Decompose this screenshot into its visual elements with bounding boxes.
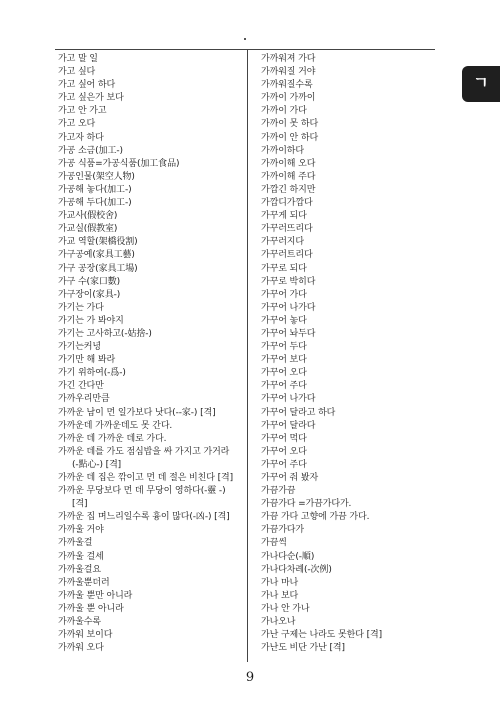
entry-line: 가기는 고사하고(-姑捨-)	[58, 328, 152, 339]
entry-line: 가까워 보이다	[58, 630, 113, 641]
entry-line: 가기만 해 봐라	[58, 355, 116, 366]
entry-line: 가까울 뿐 아니라	[58, 603, 124, 614]
entry-line: 가까우리만큼	[58, 394, 110, 405]
entry-line: 가끔가끔	[261, 486, 296, 497]
entry-line: 가공 소금(加工-)	[58, 145, 123, 156]
entry-line: 가꾸어 주다	[261, 381, 307, 392]
entry-line: 가나 마나	[261, 577, 299, 588]
entry-line: 가까워질 거야	[261, 67, 316, 78]
entry-line: 가고 싶다	[58, 67, 96, 78]
entry-line: 가꾸러지다	[261, 237, 304, 248]
entry-line: 가꾸어 줘 봤자	[261, 473, 319, 483]
entry-line: 가꾸어 달라다	[261, 420, 316, 431]
entry-line: 가고자 하다	[58, 132, 104, 143]
section-tab[interactable]	[462, 66, 500, 102]
entry-line: [격]	[72, 499, 88, 510]
entry-line: 가까이 못 하다	[261, 119, 319, 130]
entry-line: 가까워질수록	[261, 80, 313, 91]
entry-line: 가까워져 가다	[261, 54, 316, 64]
entry-line: 가꾸어 오다	[261, 368, 307, 379]
entry-line: 가공해 두다(加工-)	[58, 198, 132, 209]
entry-line: 가구 수(家口數)	[58, 276, 121, 287]
entry-line: 가꾸로 되다	[261, 263, 307, 274]
entry-line: 가꾸어 오다	[261, 446, 307, 457]
entry-line: 가까이 가다	[261, 106, 307, 117]
entry-line: 가깝디가깝다	[261, 198, 313, 209]
entry-line: 가고 싶어 하다	[58, 80, 116, 91]
section-tab-label: ㄱ	[473, 73, 489, 92]
header-rule	[55, 49, 435, 50]
entry-line: 가꾸어 두다	[261, 342, 307, 353]
left-column	[58, 53, 246, 655]
top-dot-mark	[244, 38, 246, 40]
entry-line: 가구 공장(家具工場)	[58, 263, 138, 274]
entry-line: 가꾸어 먹다	[261, 433, 307, 444]
page-number: 9	[245, 670, 255, 685]
entry-line: 가꾸어 보다	[261, 355, 307, 366]
entry-line: 가나오나	[261, 617, 296, 628]
entry-line: 가깝긴 하지만	[261, 184, 316, 195]
entry-line: 가까이해 주다	[261, 171, 316, 182]
entry-line: 가끔씩	[261, 538, 287, 549]
entry-line: 가꾸로 박히다	[261, 276, 316, 287]
entry-line: 가공인물(架空人物)	[58, 171, 135, 182]
entry-line: 가나 안 가나	[261, 603, 310, 614]
entry-line: 가까운데 가까운데도 못 간다.	[58, 420, 173, 431]
entry-line: 가까운 집 며느리일수록 흉이 많다(-凶-) [격]	[58, 512, 230, 523]
entry-line: 가꾸어 달라고 하다	[261, 407, 336, 418]
entry-line: 가까울걸요	[58, 564, 101, 575]
entry-line: 가고 안 가고	[58, 106, 107, 117]
entry-line: 가까울 걸세	[58, 551, 104, 562]
entry-line: 가까울수록	[58, 617, 101, 628]
entry-line: 가기는커녕	[58, 342, 101, 353]
entry-line: 가꾸게 되다	[261, 211, 307, 222]
entry-line: 가꾸어 나가다	[261, 394, 316, 405]
entry-line: 가구장이(家具-)	[58, 289, 121, 300]
entry-line: 가꾸어 놔두다	[261, 328, 316, 339]
entry-line: 가기 위하여(-爲-)	[58, 368, 126, 379]
entry-line: 가까운 데를 가도 점심밥을 싸 가지고 가거라	[58, 446, 230, 457]
entry-line: 가까이해 오다	[261, 158, 316, 169]
right-column	[261, 53, 449, 655]
entry-line: 가공 식품=가공식품(加工食品)	[58, 158, 180, 169]
entry-line: 가교 역할(架橋役割)	[58, 237, 138, 248]
entry-line: 가난 구제는 나라도 못한다 [격]	[261, 630, 382, 641]
column-divider	[247, 49, 248, 662]
entry-line: 가나다순(-順)	[261, 551, 315, 562]
entry-line: 가기는 가다	[58, 302, 104, 313]
entry-line: 가기는 가 봐야지	[58, 315, 124, 326]
entry-line: 가까운 데 집은 깎이고 먼 데 절은 비친다 [격]	[58, 473, 234, 483]
entry-line: 가고 싶은가 보다	[58, 93, 124, 104]
entry-line: 가꾸어 주다	[261, 459, 307, 470]
entry-line: 가까운 무당보다 먼 데 무당이 영하다(-靈 -)	[58, 486, 226, 497]
entry-line: 가꾸러트리다	[261, 250, 313, 261]
entry-line: 가까이하다	[261, 145, 304, 156]
entry-line: 가끔가다 =가끔가다가.	[261, 499, 352, 510]
entry-line: 가교사(假校舍)	[58, 211, 118, 222]
entry-line: 가까워 오다	[58, 643, 104, 654]
entry-line: 가공해 놓다(加工-)	[58, 184, 132, 195]
entry-line: 가까이 가까이	[261, 93, 316, 104]
entry-line: 가고 오다	[58, 119, 96, 130]
entry-line: 가나다차례(-次例)	[261, 564, 332, 575]
entry-line: 가난도 비단 가난 [격]	[261, 643, 345, 654]
entry-line: 가나 보다	[261, 590, 299, 601]
entry-line: 가긴 간다만	[58, 381, 104, 392]
entry-line: 가구공예(家具工藝)	[58, 250, 135, 261]
entry-line: 가꾸어 놓다	[261, 315, 307, 326]
entry-line: 가끔가다가	[261, 525, 304, 536]
entry-line: 가꾸러뜨리다	[261, 224, 313, 235]
entry-line: 가까운 데 가까운 데로 가다.	[58, 433, 167, 444]
entry-line: 가교실(假教室)	[58, 224, 118, 235]
entry-line: 가끔 가다 고향에 가끔 가다.	[261, 512, 370, 523]
entry-line: 가까울걸	[58, 538, 93, 549]
entry-line: 가까울 뿐만 아니라	[58, 590, 133, 601]
entry-line: 가꾸어 나가다	[261, 302, 316, 313]
entry-line: 가까운 남이 먼 일가보다 낫다(--家-) [격]	[58, 407, 216, 418]
entry-line: 가꾸어 가다	[261, 289, 307, 300]
entry-line: (-點心-) [격]	[72, 459, 122, 470]
entry-line: 가까울뿐더러	[58, 577, 110, 588]
entry-line: 가고 말 일	[58, 54, 98, 64]
entry-line: 가까이 안 하다	[261, 132, 319, 143]
entry-line: 가까울 거야	[58, 525, 104, 536]
